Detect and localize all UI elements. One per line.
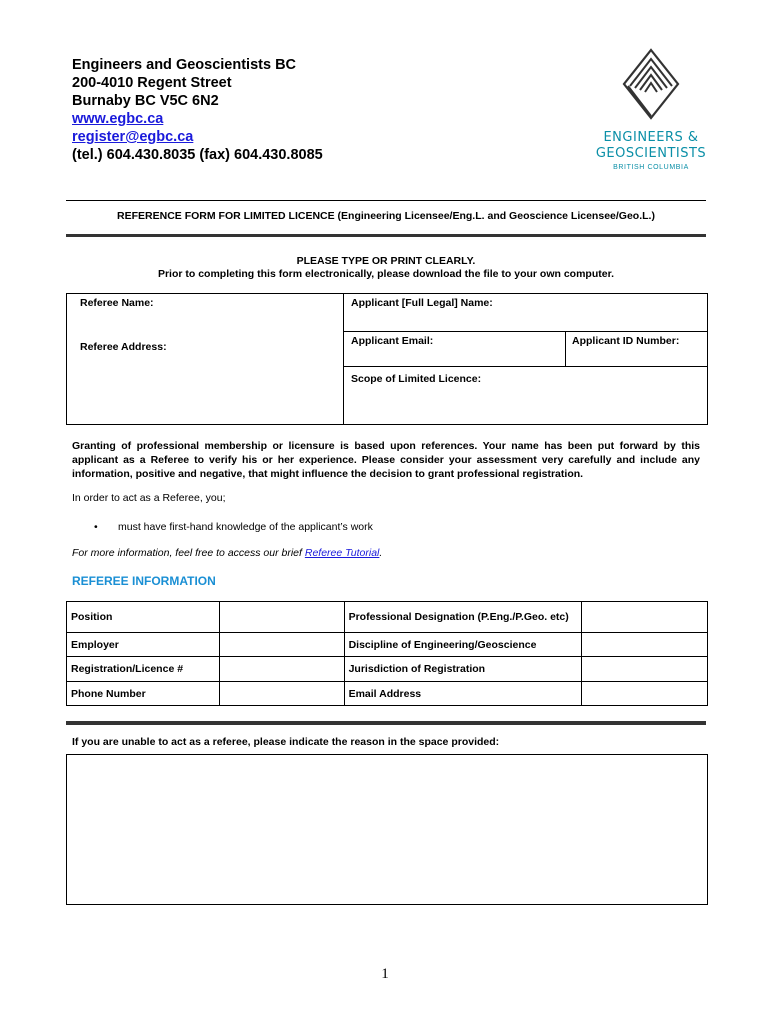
unable-reason-textarea[interactable] — [66, 754, 708, 905]
box-col-line — [565, 331, 566, 366]
org-street: 200-4010 Regent Street — [72, 75, 232, 91]
email-link[interactable]: register@egbc.ca — [72, 129, 194, 145]
registration-label: Registration/Licence # — [67, 657, 220, 682]
email-input[interactable] — [582, 682, 708, 706]
bullet-dot-icon: • — [94, 521, 98, 533]
diamond-logo-icon — [622, 48, 680, 120]
applicant-id-field[interactable]: Applicant ID Number: — [572, 335, 680, 347]
phone-input[interactable] — [219, 682, 344, 706]
org-city: Burnaby BC V5C 6N2 — [72, 93, 219, 109]
phone-label: Phone Number — [67, 682, 220, 706]
position-label: Position — [67, 602, 220, 633]
more-info-line — [72, 547, 382, 559]
section-divider-rule — [66, 721, 706, 725]
designation-input[interactable] — [582, 602, 708, 633]
logo-line3: BRITISH COLUMBIA — [613, 164, 689, 171]
discipline-label: Discipline of Engineering/Geoscience — [344, 633, 582, 657]
registration-input[interactable] — [219, 657, 344, 682]
title-top-rule — [66, 200, 706, 201]
table-row — [67, 682, 708, 706]
egbc-logo — [592, 48, 710, 171]
logo-line1: ENGINEERS & — [603, 130, 699, 145]
box-row-line-2 — [343, 366, 708, 367]
granting-paragraph: Granting of professional membership or licensure is based upon references. Your name has been put forward by this applicant as a Referee to verify his or her experience. Please consider your assessment very carefully and include any information, positive and negative, that might influence the decision to grant professional registration. — [72, 440, 700, 480]
referee-tutorial-link[interactable]: Referee Tutorial — [304, 547, 380, 559]
referee-info-heading: REFEREE INFORMATION — [72, 574, 216, 588]
box-divider — [343, 293, 344, 425]
referee-address-field[interactable]: Referee Address: — [80, 341, 167, 353]
jurisdiction-label: Jurisdiction of Registration — [344, 657, 582, 682]
employer-input[interactable] — [219, 633, 344, 657]
print-clearly-note: PLEASE TYPE OR PRINT CLEARLY. — [296, 255, 476, 267]
download-note: Prior to completing this form electronically, please download the file to your own computer. — [157, 268, 615, 280]
more-info-prefix: For more information, feel free to access our brief — [72, 547, 305, 559]
bullet-first-hand: must have first-hand knowledge of the applicant’s work — [118, 521, 373, 533]
organization-address-block — [72, 56, 323, 164]
referee-applicant-box — [66, 293, 708, 425]
referee-info-table — [66, 601, 708, 706]
more-info-suffix: . — [379, 547, 383, 559]
table-row — [67, 633, 708, 657]
scope-field[interactable]: Scope of Limited Licence: — [351, 373, 482, 385]
title-bottom-rule — [66, 234, 706, 237]
table-row — [67, 657, 708, 682]
position-input[interactable] — [219, 602, 344, 633]
in-order-text: In order to act as a Referee, you; — [72, 492, 226, 504]
jurisdiction-input[interactable] — [582, 657, 708, 682]
referee-name-field[interactable]: Referee Name: — [80, 297, 154, 309]
box-row-line-1 — [343, 331, 708, 332]
email-label: Email Address — [344, 682, 582, 706]
logo-line2: GEOSCIENTISTS — [595, 146, 707, 161]
form-title: REFERENCE FORM FOR LIMITED LICENCE (Engineering Licensee/Eng.L. and Geoscience Licensee/Geo.L.) — [117, 210, 655, 222]
unable-label: If you are unable to act as a referee, please indicate the reason in the space provided: — [72, 736, 500, 748]
page-number: 1 — [381, 966, 389, 982]
discipline-input[interactable] — [582, 633, 708, 657]
org-name: Engineers and Geoscientists BC — [72, 57, 297, 73]
phone-fax: (tel.) 604.430.8035 (fax) 604.430.8085 — [72, 147, 323, 163]
website-link[interactable]: www.egbc.ca — [72, 111, 164, 127]
employer-label: Employer — [67, 633, 220, 657]
applicant-name-field[interactable]: Applicant [Full Legal] Name: — [351, 297, 493, 309]
applicant-email-field[interactable]: Applicant Email: — [351, 335, 434, 347]
table-row — [67, 602, 708, 633]
designation-label: Professional Designation (P.Eng./P.Geo. etc) — [344, 602, 582, 633]
